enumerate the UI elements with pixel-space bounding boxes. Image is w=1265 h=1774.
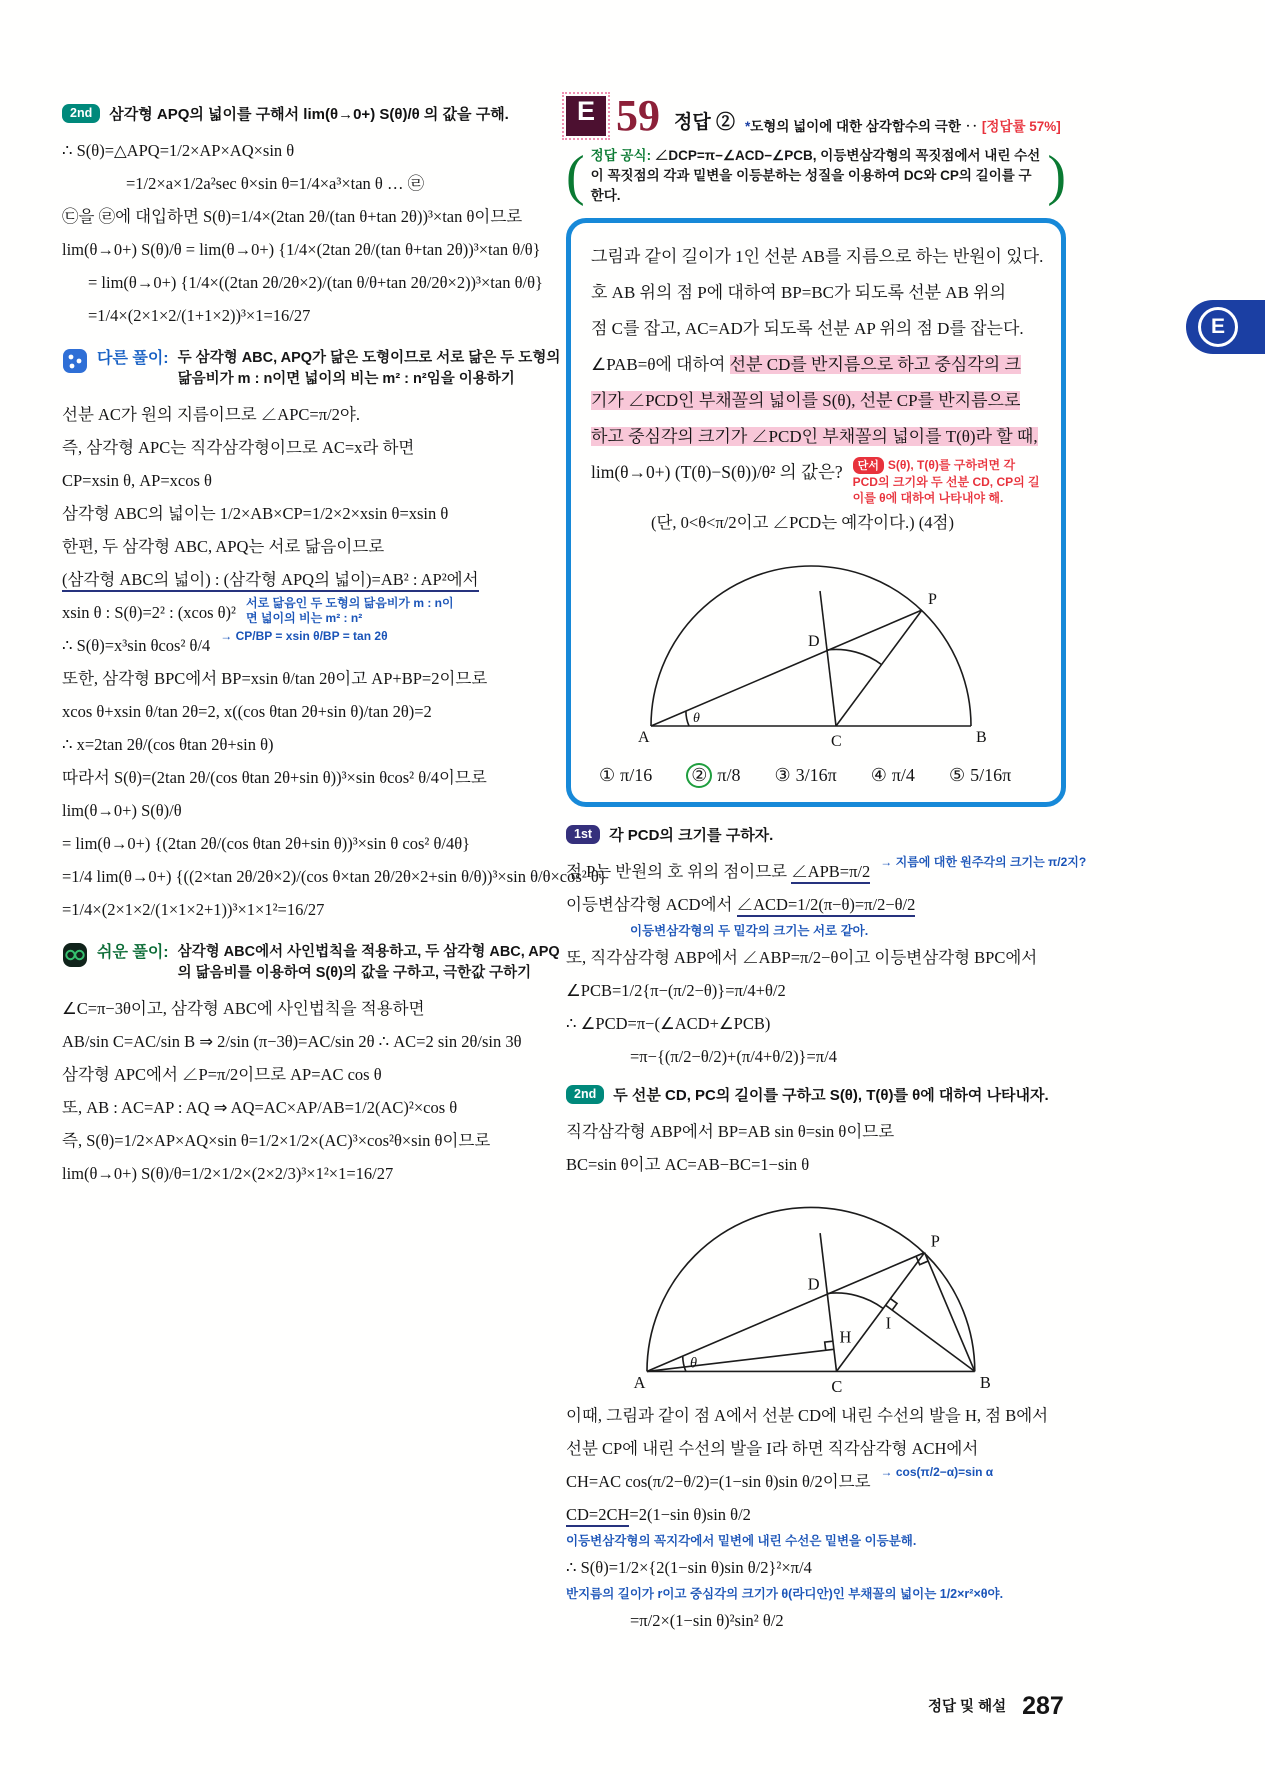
text-line: 그림과 같이 길이가 1인 선분 AB를 지름으로 하는 반원이 있다. [591,247,1044,266]
clue-badge: 단서 [853,457,884,474]
answer-option-2-correct[interactable] [686,765,740,786]
condition-line: (단, 0<θ<π/2이고 ∠PCD는 예각이다.) (4점) [651,513,954,532]
text-line: 점 C를 잡고, AC=AD가 되도록 선분 AP 위의 점 D를 잡는다. [591,319,1024,338]
option-number: ④ [870,765,887,785]
diagram-point-H: H [839,1327,852,1347]
answer-rate: [정답률 57%] [981,119,1061,134]
text-line: 하고 중심각의 크기가 ∠PCD인 부채꼴의 넓이를 T(θ)라 할 때, [591,427,1038,446]
answer-option-5[interactable] [949,765,1011,786]
text-line: 이등변삼각형의 두 밑각의 크기는 서로 같아. [630,924,869,938]
step-badge-2nd: 2nd [62,104,100,123]
text-line: ∴ S(θ)=△APQ=1/2×AP×AQ×sin θ [62,141,295,160]
text-line: = lim(θ→0+) {(2tan 2θ/(cos θtan 2θ+sin θ))³×sin θ cos² θ/4θ} [62,834,471,853]
text-line: 또, AB : AC=AP : AQ ⇒ AQ=AC×AP/AB=1/2(AC)²×cos θ [62,1098,458,1117]
step-2nd-row [62,102,562,128]
problem-statement [591,239,1044,455]
topic-label [745,118,1061,136]
step-1st-row [566,823,1066,849]
answer-formula-label: 정답 공식: [590,148,652,163]
text-line: 또한, 삼각형 BPC에서 BP=xsin θ/tan 2θ이고 AP+BP=2이므로 [62,669,488,688]
unit-tag-badge: E [566,96,606,136]
option-number: ⑤ [948,765,966,785]
alt-solution-desc: 두 삼각형 ABC, APQ가 닮은 도형이므로 서로 닮은 두 도형의 닮음비가 m : n이면 넓이의 비는 m² : n²임을 이용하기 [177,350,561,387]
clue-note [853,457,1041,506]
text-line: ∠PAB=θ에 대하여 선분 CD를 반지름으로 하고 중심각의 크 [591,355,1021,374]
solution-block-a [62,134,562,332]
diagram-point-D: D [807,1274,820,1294]
dice-icon [62,348,88,374]
text-line: 따라서 S(θ)=(2tan 2θ/(cos θtan 2θ+sin θ))³×sin θcos² θ/4이므로 [62,768,487,787]
diagram-point-D: D [808,633,820,650]
text-line: = lim(θ→0+) {1/4×((2tan 2θ/2θ×2)/(tan θ/θ+tan 2θ/2θ×2))³×tan θ/θ} [88,273,543,292]
answer-option-3[interactable] [774,765,836,786]
unit-side-tab-letter: E [1198,307,1238,347]
right-column [566,91,1087,1637]
easy-solution-label: 쉬운 풀이: [97,944,169,961]
text-line: ∴ S(θ)=1/2×{2(1−sin θ)sin θ/2}²×π/4 [566,1558,812,1577]
text-line: BC=sin θ이고 AC=AB−BC=1−sin θ [566,1155,810,1174]
text-line: ㉢을 ㉣에 대입하면 S(θ)=1/4×(2tan 2θ/(tan θ+tan 2θ))³×tan θ이므로 [62,207,523,226]
text-line: (삼각형 ABC의 넓이) : (삼각형 APQ의 넓이)=AB² : AP²에서 [62,563,562,596]
text-line: 즉, 삼각형 APC는 직각삼각형이므로 AC=x라 하면 [62,438,415,457]
option-value: π/8 [717,765,741,785]
diagram-point-B: B [979,1372,991,1392]
answer-options [599,765,1041,786]
page-footer [928,1692,1064,1721]
text-line: =π−{(π/2−θ/2)+(π/4+θ/2)}=π/4 [630,1047,837,1066]
diagram-theta-label: θ [690,1355,698,1372]
option-number: ③ [774,765,791,785]
text-line: 삼각형 APC에서 ∠P=π/2이므로 AP=AC cos θ [62,1065,382,1084]
text-line: ∴ x=2tan 2θ/(cos θtan 2θ+sin θ) [62,735,274,754]
alt-solution-header [62,348,562,390]
step-badge-1st: 1st [566,825,600,844]
text-line: lim(θ→0+) S(θ)/θ [62,801,182,820]
text-line: ∠PCB=1/2{π−(π/2−θ)}=π/4+θ/2 [566,981,786,1000]
text-line: =1/4 lim(θ→0+) {((2×tan 2θ/2θ×2)/(cos θ×tan 2θ/2θ×2+sin θ/θ))³×sin θ/θ×cos² θ} [62,867,607,886]
footer-label: 정답 및 해설 [928,1699,1007,1715]
text-line: CD=2CH=2(1−sin θ)sin θ/2 [566,1498,1066,1531]
step-1st-text: 각 PCD의 크기를 구하자. [609,827,774,844]
text-line: ∠C=π−3θ이고, 삼각형 ABC에 사인법칙을 적용하면 [62,999,425,1018]
limit-expression: lim(θ→0+) (T(θ)−S(θ))/θ² 의 값은? [591,462,843,482]
easy-solution-desc: 삼각형 ABC에서 사인법칙을 적용하고, 두 삼각형 ABC, APQ의 닮음비를 이용하여 S(θ)의 값을 구하고, 극한값 구하기 [177,944,560,981]
topic-text: 도형의 넓이에 대한 삼각함수의 극한 ‥ [750,119,979,134]
paren-open: ( [566,145,585,207]
text-line: =1/4×(2×1×2/(1×1×2+1))³×1×1²=16/27 [62,900,325,919]
text-line: CH=AC cos(π/2−θ/2)=(1−sin θ)sin θ/2이므로 → cos(π/2−α)=sin α [566,1465,994,1491]
problem-box [566,218,1066,807]
option-value: 5/16π [970,765,1012,785]
text-line: AB/sin C=AC/sin B ⇒ 2/sin (π−3θ)=AC/sin 2θ ∴ AC=2 sin 2θ/sin 3θ [62,1032,522,1051]
text-line: 반지름의 길이가 r이고 중심각의 크기가 θ(라디안)인 부채꼴의 넓이는 1/2×r²×θ야. [566,1587,1004,1601]
text-line: xcos θ+xsin θ/tan 2θ=2, x((cos θtan 2θ+sin θ)/tan 2θ)=2 [62,702,432,721]
diagram-point-A: A [638,729,650,746]
diagram-point-P: P [930,1231,940,1251]
solution-block-c [62,992,562,1190]
alt-solution-label: 다른 풀이: [97,350,169,367]
text-line: 선분 CP에 내린 수선의 발을 I라 하면 직각삼각형 ACH에서 [566,1439,979,1458]
solution-step2b-lines [566,1399,1066,1637]
problem-header [566,91,1066,140]
unit-side-tab[interactable] [1186,300,1265,354]
text-line: 또, 직각삼각형 ABP에서 ∠ABP=π/2−θ이고 이등변삼각형 BPC에서 [566,948,1038,967]
text-line: 직각삼각형 ABP에서 BP=AB sin θ=sin θ이므로 [566,1122,895,1141]
glasses-icon [62,942,88,968]
answer-label: 정답 ② [674,112,735,133]
page-number: 287 [1022,1692,1064,1720]
problem-diagram [636,546,996,751]
diagram-theta-label: θ [693,711,700,726]
easy-solution-header [62,942,562,984]
solution-diagram [626,1187,1006,1397]
text-line: lim(θ→0+) S(θ)/θ=1/2×1/2×(2×2/3)³×1²×1=16/27 [62,1164,394,1183]
answer-formula-box [566,146,1066,206]
diagram-point-B: B [976,729,987,746]
clue-text: S(θ), T(θ)를 구하려면 각 PCD의 크기와 두 선분 CD, CP의 길이를 θ에 대하여 나타내야 해. [852,458,1040,505]
text-line: ∴ S(θ)=x³sin θcos² θ/4 → CP/BP = xsin θ/BP = tan 2θ [62,629,388,655]
solution-step2-lines [566,1115,1066,1181]
option-value: 3/16π [795,765,837,785]
diagram-point-A: A [633,1372,646,1392]
text-line: 호 AB 위의 점 P에 대하여 BP=BC가 되도록 선분 AB 위의 [591,283,1006,302]
solution-step1-lines [566,855,1087,1073]
text-line: =π/2×(1−sin θ)²sin² θ/2 [630,1611,784,1630]
text-line: lim(θ→0+) S(θ)/θ = lim(θ→0+) {1/4×(2tan 2θ/(tan θ+tan 2θ))³×tan θ/θ} [62,240,541,259]
answer-formula-body: ∠DCP=π−∠ACD−∠PCB, 이등변삼각형의 꼭짓점에서 내린 수선 이 꼭짓점의 각과 밑변을 이등분하는 성질을 이용하여 DC와 CP의 길이를 구한다. [590,148,1041,203]
step-2nd-text: 두 선분 CD, PC의 길이를 구하고 S(θ), T(θ)를 θ에 대하여 나타내자. [613,1087,1049,1104]
answer-option-1[interactable] [599,765,652,786]
answer-option-4[interactable] [871,765,915,786]
text-line: =1/2×a×1/2a²sec θ×sin θ=1/4×a³×tan θ … ㉣ [126,174,425,193]
diagram-point-C: C [831,733,842,750]
option-number: ① [599,765,616,785]
text-line: =1/4×(2×1×2/(1+1×2))³×1=16/27 [88,306,311,325]
step-2nd-row-right [566,1083,1066,1109]
option-number: ② [686,763,712,788]
star-icon: * [745,119,751,134]
text-line: 이등변삼각형 ACD에서 ∠ACD=1/2(π−θ)=π/2−θ/2 [566,888,1066,921]
option-value: π/16 [620,765,653,785]
diagram-point-C: C [831,1376,843,1396]
text-line: xsin θ : S(θ)=2² : (xcos θ)² 서로 닮음인 두 도형의 닮음비가 m : n이면 넓이의 비는 m² : n² [62,596,454,625]
step-text: 삼각형 APQ의 넓이를 구해서 lim(θ→0+) S(θ)/θ 의 값을 구해. [109,106,509,123]
text-line: 이때, 그림과 같이 점 A에서 선분 CD에 내린 수선의 발을 H, 점 B에서 [566,1406,1049,1425]
paren-close: ) [1047,145,1066,207]
problem-number: 59 [616,91,660,140]
text-line: 점 P는 반원의 호 위의 점이므로 ∠APB=π/2 → 지름에 대한 원주각의 크기는 π/2지? [566,855,1066,888]
text-line: 즉, S(θ)=1/2×AP×AQ×sin θ=1/2×1/2×(AC)³×cos²θ×sin θ이므로 [62,1131,491,1150]
text-line: 한편, 두 삼각형 ABC, APQ는 서로 닮음이므로 [62,537,385,556]
text-line: 기가 ∠PCD인 부채꼴의 넓이를 S(θ), 선분 CP를 반지름으로 [591,391,1021,410]
text-line: 이등변삼각형의 꼭지각에서 밑변에 내린 수선은 밑변을 이등분해. [566,1534,917,1548]
text-line: CP=xsin θ, AP=xcos θ [62,471,212,490]
text-line: 선분 AC가 원의 지름이므로 ∠APC=π/2야. [62,405,360,424]
diagram-point-P: P [928,591,937,608]
limit-question-row [591,457,1041,506]
option-value: π/4 [891,765,915,785]
answer-formula-text [585,146,1048,206]
diagram-point-I: I [885,1313,892,1333]
step-badge-2nd-right: 2nd [566,1085,604,1104]
text-line: ∴ ∠PCD=π−(∠ACD+∠PCB) [566,1014,771,1033]
text-line: 삼각형 ABC의 넓이는 1/2×AB×CP=1/2×2×xsin θ=xsin θ [62,504,449,523]
